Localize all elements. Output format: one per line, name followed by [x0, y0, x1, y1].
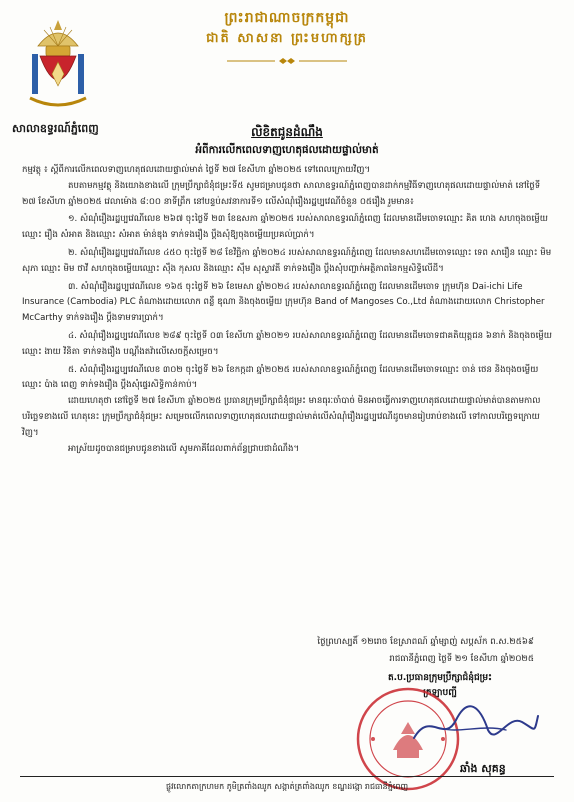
divider-ornament — [227, 58, 347, 64]
signatory-name: ឆាំង សុគន្ធ — [460, 762, 506, 775]
case-item: ៣. សំណុំរឿងរដ្ឋប្បវេណីលេខ ១៦៥ ចុះថ្ងៃទី ២៦ ខែមេសា ឆ្នាំ២០២៤ របស់សាលាឧទ្ធរណ៍ភ្នំពេញ ដែលមានដើមចោទ ក្រុមហ៊ុន Dai-ichi Life Insurance (Cambodia) PLC តំណាងដោយលោក ពន្លឺ ឌុណា និងចុងចម្លើយ ក្រុមហ៊ុន Band of Mangoses Co.,Ltd តំណាងដោយលោក Christopher McCarthy ទាក់ទងរឿង ប្តឹងទាមទារប្រាក់។ — [22, 281, 545, 324]
signatory-role: ត.ប.ប្រធានក្រុមប្រឹក្សាជំនុំជម្រះ — [387, 673, 493, 683]
lunar-date: ថ្ងៃព្រហស្បតិ៍ ១២រោច ខែស្រាពណ៍ ឆ្នាំម្សាញ់ សប្តស័ក ព.ស.២៥៦៩ — [317, 637, 534, 647]
case-item: ១. សំណុំរឿងរដ្ឋប្បវេណីលេខ ២៦៧ ចុះថ្ងៃទី ២៣ ខែឧសភា ឆ្នាំ២០២៥ របស់សាលាឧទ្ធរណ៍ភ្នំពេញ ដែលមានដើមចោទឈ្មោះ គិត ហេង សហចុងចម្លើយឈ្មោះ រឿង សំអាត និងឈ្មោះ សំអាត ម៉ាន់ឌុង ទាក់ទងរឿង ប្តឹងសុំឱ្យចុងចម្លើយប្រគល់ប្រាក់។ — [22, 214, 548, 241]
case-item: ២. សំណុំរឿងរដ្ឋប្បវេណីលេខ ៤៥០ ចុះថ្ងៃទី ២៨ ខែវិច្ឆិកា ឆ្នាំ២០២៤ របស់សាលាឧទ្ធរណ៍ភ្នំពេញ ដែលមានសហដើមចោទឈ្មោះ ទេព សារឿន ឈ្មោះ មិម សុភា ឈ្មោះ មិម ថាវី សហចុងចម្លើយឈ្មោះ ស៊ឹង កុសល និងឈ្មោះ ស៊ឹម សុស្ទាវតី ទាក់ទងរឿង ប្តឹងសុំបញ្ជាក់អត្ថិភាពនៃកម្មសិទ្ធិលើដី។ — [22, 247, 552, 274]
national-motto: ជាតិ សាសនា ព្រះមហាក្សត្រ — [206, 31, 368, 46]
royal-emblem-logo — [22, 16, 94, 112]
issue-date: រាជធានីភ្នំពេញ ថ្ងៃទី ២១ ខែសីហា ឆ្នាំ២០២៥ — [389, 654, 534, 664]
footer-divider — [20, 776, 554, 777]
kingdom-heading: ព្រះរាជាណាចក្រកម្ពុជា — [224, 10, 350, 26]
case-item: ៥. សំណុំរឿងរដ្ឋប្បវេណីលេខ ៣០២ ចុះថ្ងៃទី ២៦ ខែកក្កដា ឆ្នាំ២០២៥ របស់សាលាឧទ្ធរណ៍ភ្នំពេញ ដែលមានដើមចោទឈ្មោះ ចាន់ ថេន និងចុងចម្លើយឈ្មោះ ប៉ាង ពេញ ទាក់ទងរឿង ប្តឹងសុំផ្ទេរសិទ្ធិកាន់កាប់។ — [22, 364, 539, 391]
document-subject: អំពីការលើកពេលទាញហេតុផលដោយផ្ទាល់មាត់ — [195, 144, 379, 156]
handwritten-signature — [410, 700, 540, 750]
reference-paragraph: តបតាមកម្មវត្ថុ និងយោងខាងលើ ក្រុមប្រឹក្សាជំនុំជម្រះទី៥ សូមជម្រាបជូនថា សាលាឧទ្ធរណ៍ភ្នំពេញបានដាក់កម្មវិធីទាញហេតុផលដោយផ្ទាល់មាត់ នៅថ្ងៃទី ២៧ ខែសីហា ឆ្នាំ២០២៥ វេលាម៉ោង ៨:០០ នាទីព្រឹក នៅបន្ទប់សវនាការទី១ លើសំណុំរឿងរដ្ឋប្បវេណីចំនួន ០៥រឿង រួមមាន៖ — [22, 180, 541, 207]
signatory-title: ក្រឡាបញ្ជី — [423, 688, 457, 698]
footer-address: ផ្លូវលោកតាក្រហមក ភូមិត្រពាំងឈូក សង្កាត់ត្រពាំងឈូក ខណ្ឌដង្កោ រាជធានីភ្នំពេញ — [165, 782, 409, 791]
case-item: ៤. សំណុំរឿងរដ្ឋប្បវេណីលេខ ២៨៩ ចុះថ្ងៃទី ០៣ ខែសីហា ឆ្នាំ២០២១ របស់សាលាឧទ្ធរណ៍ភ្នំពេញ ដែលមានដើមចោទជាគតិយុត្តជន ៦នាក់ និងចុងចម្លើយឈ្មោះ ងាយ វិនិតា ទាក់ទងរឿង បណ្តឹងតវ៉ាលើសេចក្តីសម្រេច។ — [22, 330, 552, 357]
document-title: លិខិតជូនដំណឹង — [251, 125, 323, 139]
reason-paragraph: ដោយហេតុថា នៅថ្ងៃទី ២៧ ខែសីហា ឆ្នាំ២០២៥ ប្រធានក្រុមប្រឹក្សាជំនុំជម្រះ មានធុរៈចាំបាច់ មិនអាចធ្វើការទាញហេតុផលដោយផ្ទាល់មាត់បានតាមកាលបរិច្ឆេទខាងលើ ហេតុនេះ ក្រុមប្រឹក្សាជំនុំជម្រះ សម្រេចលើកពេលទាញហេតុផលដោយផ្ទាល់មាត់លើសំណុំរឿងរដ្ឋប្បវេណីដូចមានរៀបរាប់ខាងលើ ទៅកាលបរិច្ឆេទក្រោយវិញ។ — [22, 396, 541, 438]
closing-paragraph: អាស្រ័យដូចបានជម្រាបជូនខាងលើ សូមភាគីដែលពាក់ព័ន្ធជ្រាបជាដំណឹង។ — [68, 443, 300, 454]
notice-body — [22, 163, 552, 457]
subject-paragraph: កម្មវត្ថុ ៖ ស្តីពីការលើកពេលទាញហេតុផលដោយផ្ទាល់មាត់ ថ្ងៃទី ២៧ ខែសីហា ឆ្នាំ២០២៥ ទៅពេលក្រោយវិញ។ — [22, 165, 371, 175]
issuing-court-name: សាលាឧទ្ធរណ៍ភ្នំពេញ — [12, 122, 99, 135]
